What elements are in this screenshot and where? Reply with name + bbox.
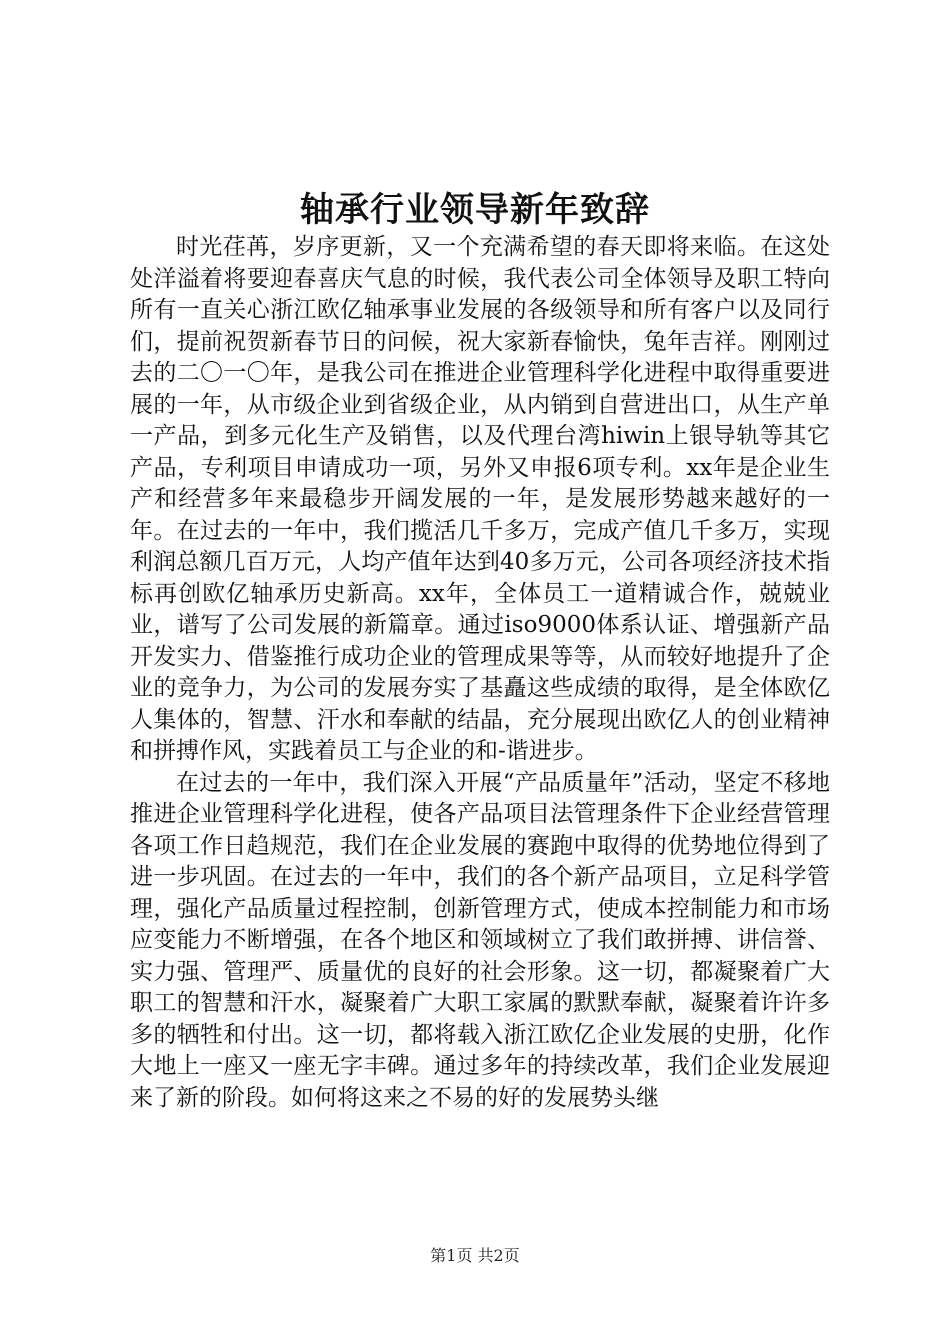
- document-title: 轴承行业领导新年致辞: [300, 190, 650, 230]
- page-indicator: 第1页 共2页: [430, 1246, 520, 1265]
- paragraph-2: 在过去的一年中，我们深入开展“产品质量年”活动，坚定不移地推进企业管理科学化进程，使各产品项目法管理条件下企业经营管理各项工作日趋规范，我们在企业发展的赛跑中取得的优势地位得到了进一步巩固。在过去的一年中，我们的各个新产品项目，立足科学管理，强化产品质量过程控制，创新管理方式，使成本控制能力和市场应变能力不断增强，在各个地区和领域树立了我们敢拼搏、讲信誉、实力强、管理严、质量优的良好的社会形象。这一切，都凝聚着广大职工的智慧和汗水，凝聚着广大职工家属的默默奉献，凝聚着许许多多的牺牲和付出。这一切，都将载入浙江欧亿企业发展的史册，化作大地上一座又一座无字丰碑。通过多年的持续改革，我们企业发展迎来了新的阶段。如何将这来之不易的好的发展势头继: [130, 769, 830, 1111]
- paragraph-1: 时光荏苒，岁序更新，又一个充满希望的春天即将来临。在这处处洋溢着将要迎春喜庆气息的时候，我代表公司全体领导及职工特向所有一直关心浙江欧亿轴承事业发展的各级领导和所有客户以及同行们，提前祝贺新春节日的问候，祝大家新春愉快，兔年吉祥。刚刚过去的二〇一〇年，是我公司在推进企业管理科学化进程中取得重要进展的一年，从市级企业到省级企业，从内销到自营进出口，从生产单一产品，到多元化生产及销售，以及代理台湾hiwin上银导轨等其它产品，专利项目申请成功一项，另外又申报6项专利。xx年是企业生产和经营多年来最稳步开阔发展的一年，是发展形势越来越好的一年。在过去的一年中，我们揽活几千多万，完成产值几千多万，实现利润总额几百万元，人均产值年达到40多万元，公司各项经济技术指标再创欧亿轴承历史新高。xx年，全体员工一道精诚合作，兢兢业业，谱写了公司发展的新篇章。通过iso9000体系认证、增强新产品开发实力、借鉴推行成功企业的管理成果等等，从而较好地提升了企业的竞争力，为公司的发展夯实了基矗这些成绩的取得，是全体欧亿人集体的，智慧、汗水和奉献的结晶，充分展现出欧亿人的创业精神和拼搏作风，实践着员工与企业的和-谐进步。: [130, 234, 830, 764]
- document-body: [130, 232, 830, 1114]
